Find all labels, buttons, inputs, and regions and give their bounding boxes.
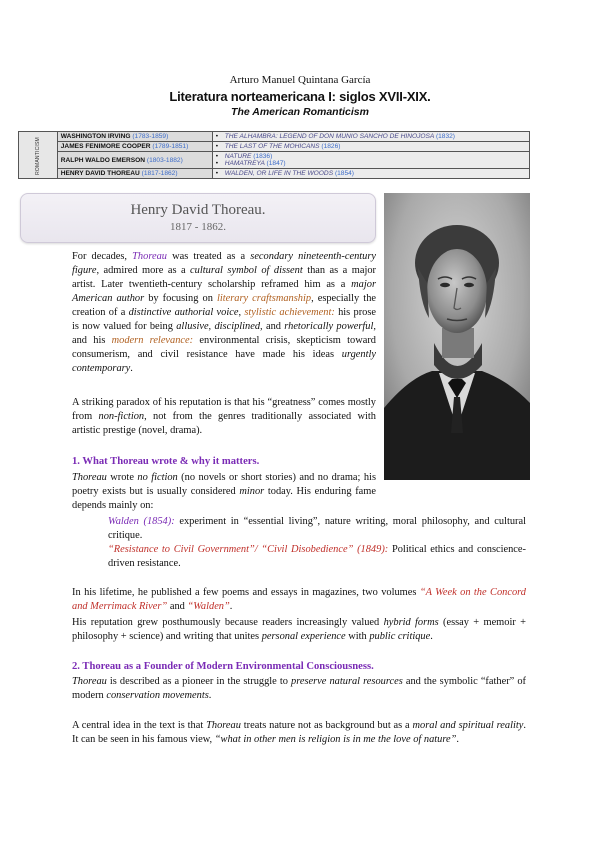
work-civil-disobedience: “Resistance to Civil Government”/ “Civil Disobedience” (1849): xyxy=(108,544,389,555)
emphasis: major American author xyxy=(72,279,376,304)
side-label: ROMANTICISM xyxy=(34,136,41,175)
author-name-cell: WASHINGTON IRVING xyxy=(60,133,131,140)
table-row xyxy=(19,152,530,169)
document-title: Literatura norteamericana I: siglos XVII-XIX. xyxy=(169,89,431,104)
bullet-icon: • xyxy=(215,170,219,177)
work-title: HAMATREYA (1847) xyxy=(224,160,286,167)
work-title: THE ALHAMBRA: LEGEND OF DON MUNIO SANCHO DE HINOJOSA (1832) xyxy=(224,133,455,140)
paragraph-lifetime: In his lifetime, he published a few poems and essays in magazines, two volumes “A Week on the Concord and Merrimack River” and “Walden”. xyxy=(72,587,527,612)
works-cell xyxy=(212,169,529,179)
author-header-box xyxy=(20,193,376,243)
author-name-cell: JAMES FENIMORE COOPER xyxy=(60,143,151,150)
document-subtitle: The American Romanticism xyxy=(231,106,369,118)
paragraph-what-wrote: Thoreau wrote no fiction (no novels or short stories) and no drama; his poetry exists but is usually considered minor today. His enduring fame depends mainly on: xyxy=(72,472,376,511)
authors-table xyxy=(18,131,530,179)
emphasis: distinctive authorial voice xyxy=(128,307,239,318)
works-cell xyxy=(212,132,529,142)
bullet-icon: • xyxy=(215,133,219,140)
table-row xyxy=(19,169,530,179)
work-walden: Walden (1854): xyxy=(108,516,175,527)
emphasis-thoreau: Thoreau xyxy=(132,251,167,262)
works-cell xyxy=(212,152,529,169)
work-title: WALDEN, OR LIFE IN THE WOODS (1854) xyxy=(224,170,354,177)
work-title: THE LAST OF THE MOHICANS (1826) xyxy=(224,143,341,150)
paragraph-intro: For decades, Thoreau was treated as a secondary nineteenth-century figure, admired more as a cultural symbol of dissent than as a major artist. Later twentieth-century scholarship reframed him as a major American author by focusing on literary craftsmanship, especially the creation of a distinctive authorial voice, stylistic achievement: his prose is now valued for being allusive, disciplined, and rhetorically powerful, and his modern relevance: environmental crisis, skepticism toward consumerism, and civil resistance have made his ideas urgently contemporary. xyxy=(72,251,377,374)
author-dates: (1789-1851) xyxy=(152,143,189,150)
author-dates: (1803-1882) xyxy=(146,156,183,164)
author-cell xyxy=(57,169,212,179)
author-cell xyxy=(57,152,212,169)
paragraph-reputation: His reputation grew posthumously because readers increasingly valued hybrid forms (essay + memoir + philosophy + science) and writing that unites personal experience with public critique. xyxy=(72,617,526,642)
thoreau-portrait xyxy=(384,193,530,480)
author-dates: (1783-1859) xyxy=(132,133,169,140)
list-item-walden: Walden (1854): experiment in “essential living”, nature writing, moral philosophy, and cultural critique. xyxy=(108,516,526,541)
emphasis: secondary nineteenth-century figure xyxy=(72,251,376,276)
emphasis: cultural symbol of dissent xyxy=(190,265,303,276)
emphasis: modern relevance: xyxy=(111,335,194,346)
bullet-icon: • xyxy=(215,153,219,160)
author-name: Arturo Manuel Quintana García xyxy=(229,74,371,86)
author-cell xyxy=(57,132,212,142)
work-title: NATURE (1836) xyxy=(224,153,273,160)
bullet-icon: • xyxy=(215,143,219,150)
work-a-week: “A Week on the Concord and Merrimack River” xyxy=(72,587,527,612)
section-heading-2: 2. Thoreau as a Founder of Modern Environmental Consciousness. xyxy=(72,661,374,672)
bullet-icon: • xyxy=(215,160,219,167)
author-dates: (1817-1862) xyxy=(141,170,178,177)
emphasis: non-fiction xyxy=(98,411,145,422)
works-cell xyxy=(212,142,529,152)
quote: “what in other men is religion is in me the love of nature” xyxy=(214,734,457,745)
author-cell xyxy=(57,142,212,152)
emphasis: urgently contemporary xyxy=(72,349,376,374)
author-name-cell: RALPH WALDO EMERSON xyxy=(60,156,146,164)
paragraph-pioneer: Thoreau is described as a pioneer in the struggle to preserve natural resources and the symbolic “father” of modern conservation movements. xyxy=(72,676,526,701)
emphasis: literary craftsmanship xyxy=(216,293,312,304)
work-walden-title: “Walden” xyxy=(187,601,230,612)
paragraph-paradox: A striking paradox of his reputation is that his “greatness” comes mostly from non-fiction, not from the genres traditionally associated with artistic prestige (novel, drama). xyxy=(72,397,377,436)
list-item-civil-disobedience: “Resistance to Civil Government”/ “Civil Disobedience” (1849): Political ethics and conscience-driven resistance. xyxy=(108,544,526,569)
header-author-name: Henry David Thoreau. xyxy=(130,202,266,218)
side-label-cell xyxy=(19,132,58,179)
header-author-dates: 1817 - 1862. xyxy=(170,221,226,233)
table-row xyxy=(19,132,530,142)
table-row xyxy=(19,142,530,152)
emphasis: allusive, disciplined, xyxy=(176,321,263,332)
paragraph-central-idea: A central idea in the text is that Thoreau treats nature not as background but as a moral and spiritual reality. It can be seen in his famous view, “what in other men is religion is in me the love of nature”. xyxy=(72,720,526,745)
section-heading-1: 1. What Thoreau wrote & why it matters. xyxy=(72,456,260,467)
author-name-cell: HENRY DAVID THOREAU xyxy=(60,170,140,177)
emphasis: rhetorically powerful xyxy=(284,321,374,332)
emphasis: stylistic achievement: xyxy=(244,307,335,318)
